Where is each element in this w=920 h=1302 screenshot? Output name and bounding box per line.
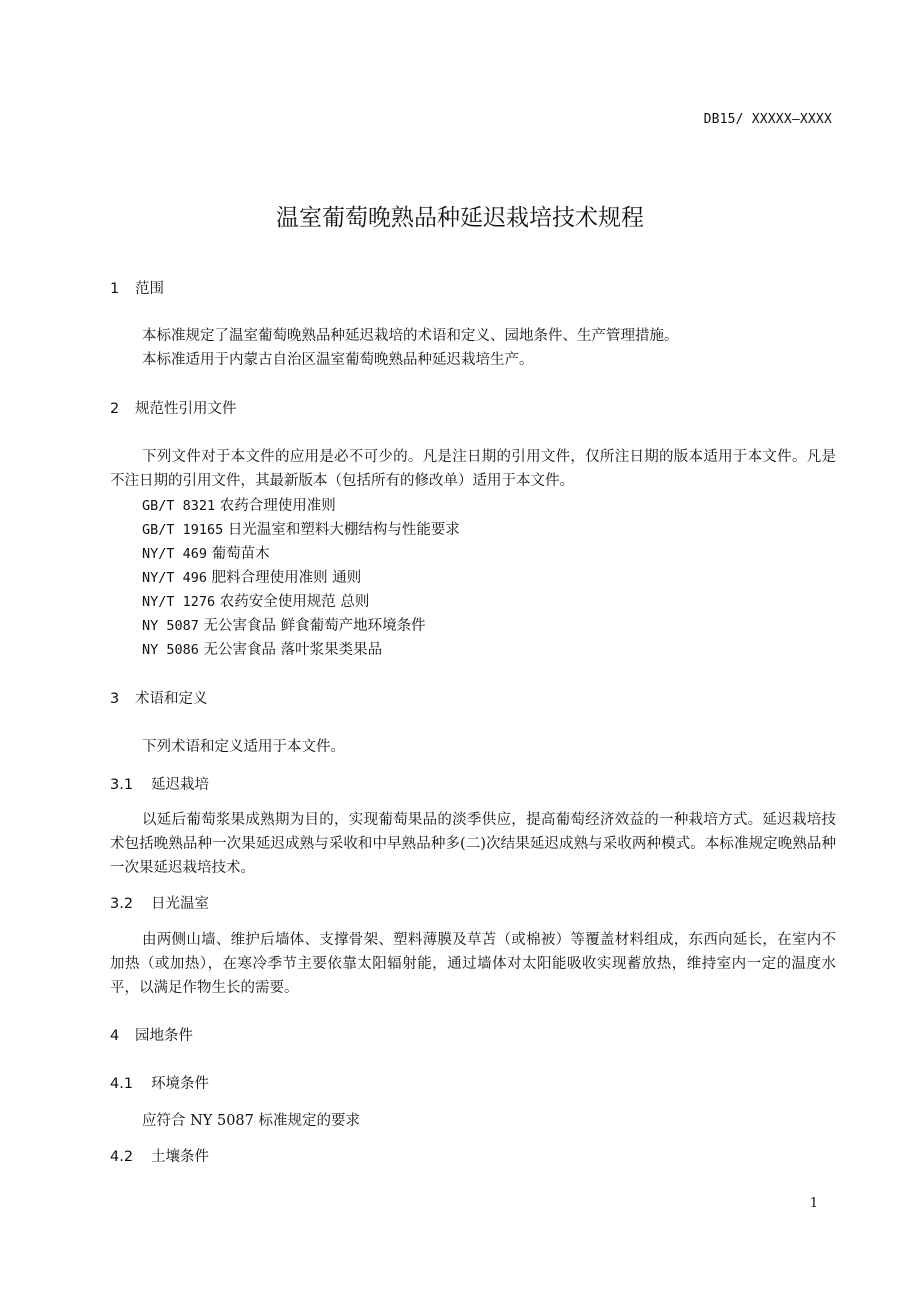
reference-code: NY/T 469 bbox=[142, 546, 208, 562]
section-number: 4 bbox=[110, 1028, 120, 1044]
paragraph: 下列术语和定义适用于本文件。 bbox=[142, 739, 345, 755]
section-1-heading bbox=[110, 279, 164, 299]
section-title: 范围 bbox=[135, 281, 164, 297]
subsection-4-1-heading bbox=[110, 1074, 209, 1094]
reference-code: NY/T 496 bbox=[142, 570, 208, 586]
reference-item bbox=[142, 566, 361, 590]
page-title: 温室葡萄晚熟品种延迟栽培技术规程 bbox=[276, 205, 644, 231]
reference-item bbox=[142, 518, 460, 542]
paragraph: 下列文件对于本文件的应用是必不可少的。凡是注日期的引用文件，仅所注日期的版本适用于本文件。凡是不注日期的引用文件，其最新版本（包括所有的修改单）适用于本文件。 bbox=[110, 449, 836, 489]
subsection-title: 日光温室 bbox=[151, 896, 209, 912]
reference-name: 日光温室和塑料大棚结构与性能要求 bbox=[227, 522, 460, 538]
subsection-title: 延迟栽培 bbox=[151, 777, 209, 793]
subsection-number: 3.1 bbox=[110, 777, 134, 793]
section-number: 3 bbox=[110, 691, 120, 707]
reference-name: 农药安全使用规范 总则 bbox=[219, 594, 370, 610]
section-2-heading bbox=[110, 399, 237, 419]
section-title: 园地条件 bbox=[135, 1028, 193, 1044]
subsection-number: 4.1 bbox=[110, 1076, 134, 1092]
section-number: 1 bbox=[110, 281, 120, 297]
subsection-3-2-heading bbox=[110, 894, 209, 914]
subsection-3-1-heading bbox=[110, 775, 209, 795]
paragraph: 本标准规定了温室葡萄晚熟品种延迟栽培的术语和定义、园地条件、生产管理措施。 bbox=[142, 328, 679, 344]
reference-name: 肥料合理使用准则 通则 bbox=[211, 570, 362, 586]
section-4-heading bbox=[110, 1026, 193, 1046]
subsection-title: 土壤条件 bbox=[151, 1149, 209, 1165]
reference-name: 葡萄苗木 bbox=[211, 546, 270, 562]
subsection-title: 环境条件 bbox=[151, 1076, 209, 1092]
subsection-number: 4.2 bbox=[110, 1149, 134, 1165]
reference-item bbox=[142, 614, 426, 638]
paragraph: 以延后葡萄浆果成熟期为目的，实现葡萄果品的淡季供应，提高葡萄经济效益的一种栽培方式。延迟栽培技术包括晚熟品种一次果延迟成熟与采收和中早熟品种多(二)次结果延迟成熟与采收两种模式。本标准规定晚熟品种一次果延迟栽培技术。 bbox=[110, 812, 836, 876]
reference-name: 农药合理使用准则 bbox=[219, 498, 336, 514]
paragraph: 由两侧山墙、维护后墙体、支撑骨架、塑料薄膜及草苫（或棉被）等覆盖材料组成，东西向延长，在室内不加热（或加热），在寒冷季节主要依靠太阳辐射能，通过墙体对太阳能吸收实现蓄放热，维持室内一定的温度水平，以满足作物生长的需要。 bbox=[110, 932, 836, 996]
reference-code: NY 5087 bbox=[142, 618, 199, 634]
reference-item bbox=[142, 638, 382, 662]
document-number: DB15/ XXXXX—XXXX bbox=[703, 112, 832, 127]
section-number: 2 bbox=[110, 401, 120, 417]
section-title: 规范性引用文件 bbox=[135, 401, 237, 417]
reference-code: NY 5086 bbox=[142, 642, 199, 658]
reference-name: 无公害食品 落叶浆果类果品 bbox=[203, 642, 383, 658]
reference-code: NY/T 1276 bbox=[142, 594, 216, 610]
section-3-heading bbox=[110, 689, 208, 709]
reference-code: GB/T 19165 bbox=[142, 522, 224, 538]
subsection-4-2-heading bbox=[110, 1147, 209, 1167]
reference-name: 无公害食品 鲜食葡萄产地环境条件 bbox=[203, 618, 426, 634]
reference-code: GB/T 8321 bbox=[142, 498, 216, 514]
reference-item bbox=[142, 542, 270, 566]
reference-item bbox=[142, 590, 369, 614]
reference-item bbox=[142, 494, 336, 518]
paragraph: 本标准适用于内蒙古自治区温室葡萄晚熟品种延迟栽培生产。 bbox=[142, 352, 534, 368]
page-number: 1 bbox=[809, 1196, 818, 1211]
paragraph: 应符合 NY 5087 标准规定的要求 bbox=[142, 1113, 360, 1129]
subsection-number: 3.2 bbox=[110, 896, 134, 912]
section-title: 术语和定义 bbox=[135, 691, 208, 707]
